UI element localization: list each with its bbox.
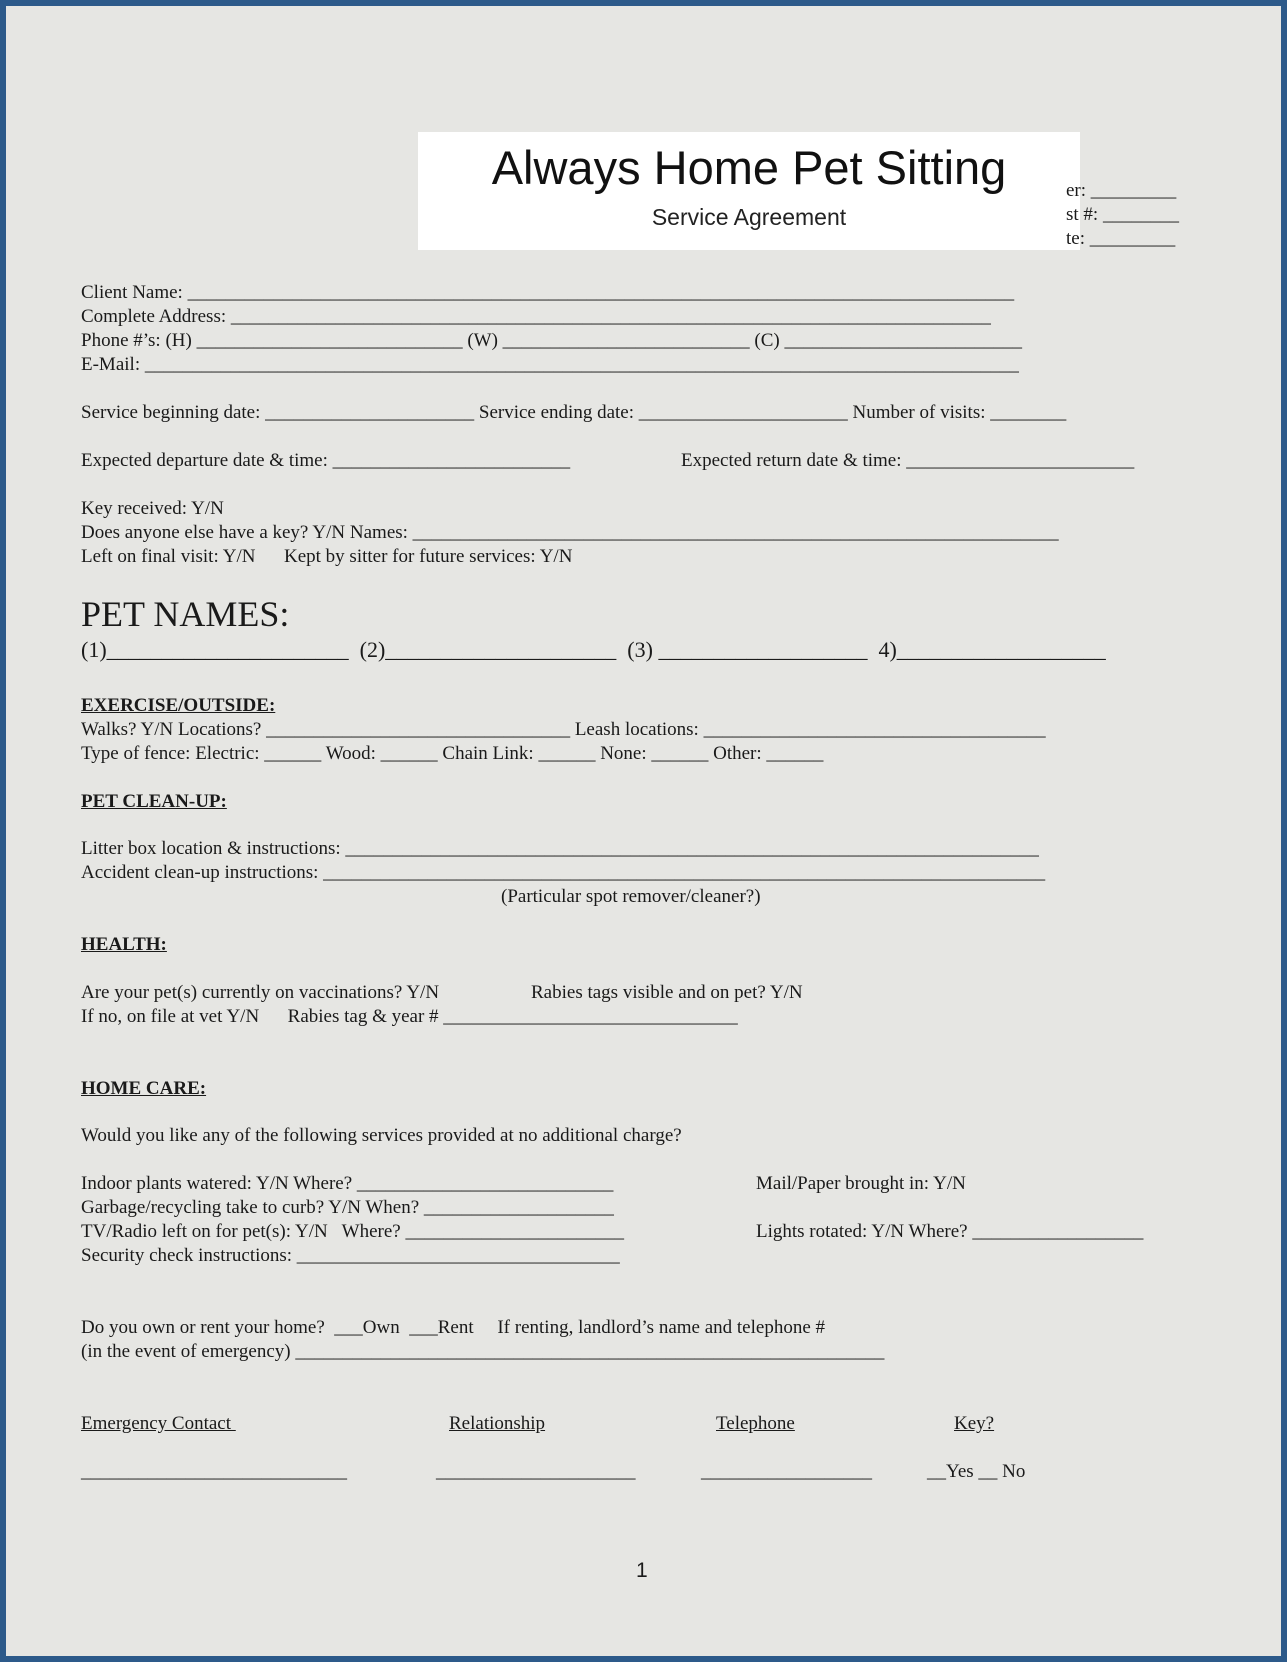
- return-field[interactable]: Expected return date & time: ________________________: [681, 450, 1135, 471]
- form-subtitle: Service Agreement: [651, 204, 847, 230]
- cleanup-heading: PET CLEAN-UP:: [81, 791, 227, 812]
- accident-cleanup-field[interactable]: Accident clean-up instructions: ____________________________________________________________________________: [81, 862, 1046, 883]
- litter-box-field[interactable]: Litter box location & instructions: _________________________________________________________________________: [81, 838, 1039, 859]
- header-box: [418, 132, 1080, 250]
- office-field-1: er: _________: [1066, 180, 1177, 201]
- form-page: [6, 6, 1281, 1656]
- telephone-header: Telephone: [716, 1413, 795, 1434]
- pet-names-fields[interactable]: (1)______________________ (2)_____________________ (3) ___________________ 4)___________________: [81, 637, 1106, 662]
- phone-field[interactable]: Phone #’s: (H) ____________________________ (W) __________________________ (C) _________________________: [81, 330, 1022, 351]
- home-care-question: Would you like any of the following services provided at no additional charge?: [81, 1125, 682, 1146]
- key-yes-no[interactable]: __Yes __ No: [927, 1461, 1026, 1482]
- vet-file-field[interactable]: If no, on file at vet Y/N Rabies tag & year # _______________________________: [81, 1006, 738, 1027]
- walks-field[interactable]: Walks? Y/N Locations? ________________________________ Leash locations: ____________________________________: [81, 719, 1046, 740]
- relationship-input[interactable]: _____________________: [436, 1461, 636, 1482]
- landlord-field[interactable]: (in the event of emergency) ______________________________________________________________: [81, 1341, 885, 1362]
- office-field-2: st #: ________: [1066, 204, 1179, 225]
- plants-field[interactable]: Indoor plants watered: Y/N Where? ___________________________: [81, 1173, 614, 1194]
- home-care-heading: HOME CARE:: [81, 1078, 207, 1099]
- email-field[interactable]: E-Mail: ____________________________________________________________________________________________: [81, 354, 1019, 375]
- lights-field[interactable]: Lights rotated: Y/N Where? __________________: [756, 1221, 1144, 1242]
- fence-field[interactable]: Type of fence: Electric: ______ Wood: ______ Chain Link: ______ None: ______ Other: ______: [81, 743, 824, 764]
- security-field[interactable]: Security check instructions: __________________________________: [81, 1245, 620, 1266]
- vaccinations-field[interactable]: Are your pet(s) currently on vaccinations? Y/N: [81, 982, 440, 1003]
- departure-field[interactable]: Expected departure date & time: _________________________: [81, 450, 571, 471]
- key-header: Key?: [954, 1413, 995, 1434]
- health-heading: HEALTH:: [81, 934, 167, 955]
- tv-radio-field[interactable]: TV/Radio left on for pet(s): Y/N Where? _______________________: [81, 1221, 624, 1242]
- exercise-heading: EXERCISE/OUTSIDE:: [81, 695, 276, 716]
- emergency-contact-header: Emergency Contact: [81, 1413, 236, 1434]
- key-left-field[interactable]: Left on final visit: Y/N Kept by sitter for future services: Y/N: [81, 546, 573, 567]
- other-key-holders-field[interactable]: Does anyone else have a key? Y/N Names: ____________________________________________________________________: [81, 522, 1059, 543]
- rabies-tags-field[interactable]: Rabies tags visible and on pet? Y/N: [531, 982, 803, 1003]
- garbage-field[interactable]: Garbage/recycling take to curb? Y/N When? ____________________: [81, 1197, 614, 1218]
- service-dates-field[interactable]: Service beginning date: ______________________ Service ending date: ______________________ Number of visits: ________: [81, 402, 1067, 423]
- address-field[interactable]: Complete Address: ________________________________________________________________________________: [81, 306, 991, 327]
- own-rent-field[interactable]: Do you own or rent your home? ___Own ___Rent If renting, landlord’s name and telephone #: [81, 1317, 826, 1338]
- pet-names-heading: PET NAMES:: [81, 594, 290, 634]
- telephone-input[interactable]: __________________: [701, 1461, 872, 1482]
- page-number: 1: [636, 1559, 648, 1582]
- form-title: Always Home Pet Sitting: [491, 141, 1007, 194]
- emergency-contact-input[interactable]: ____________________________: [81, 1461, 347, 1482]
- mail-field[interactable]: Mail/Paper brought in: Y/N: [756, 1173, 966, 1194]
- key-received-field[interactable]: Key received: Y/N: [81, 498, 224, 519]
- client-name-field[interactable]: Client Name: _______________________________________________________________________________________: [81, 282, 1015, 303]
- relationship-header: Relationship: [449, 1413, 546, 1434]
- office-field-3: te: _________: [1066, 228, 1176, 249]
- cleanup-note: (Particular spot remover/cleaner?): [501, 886, 761, 907]
